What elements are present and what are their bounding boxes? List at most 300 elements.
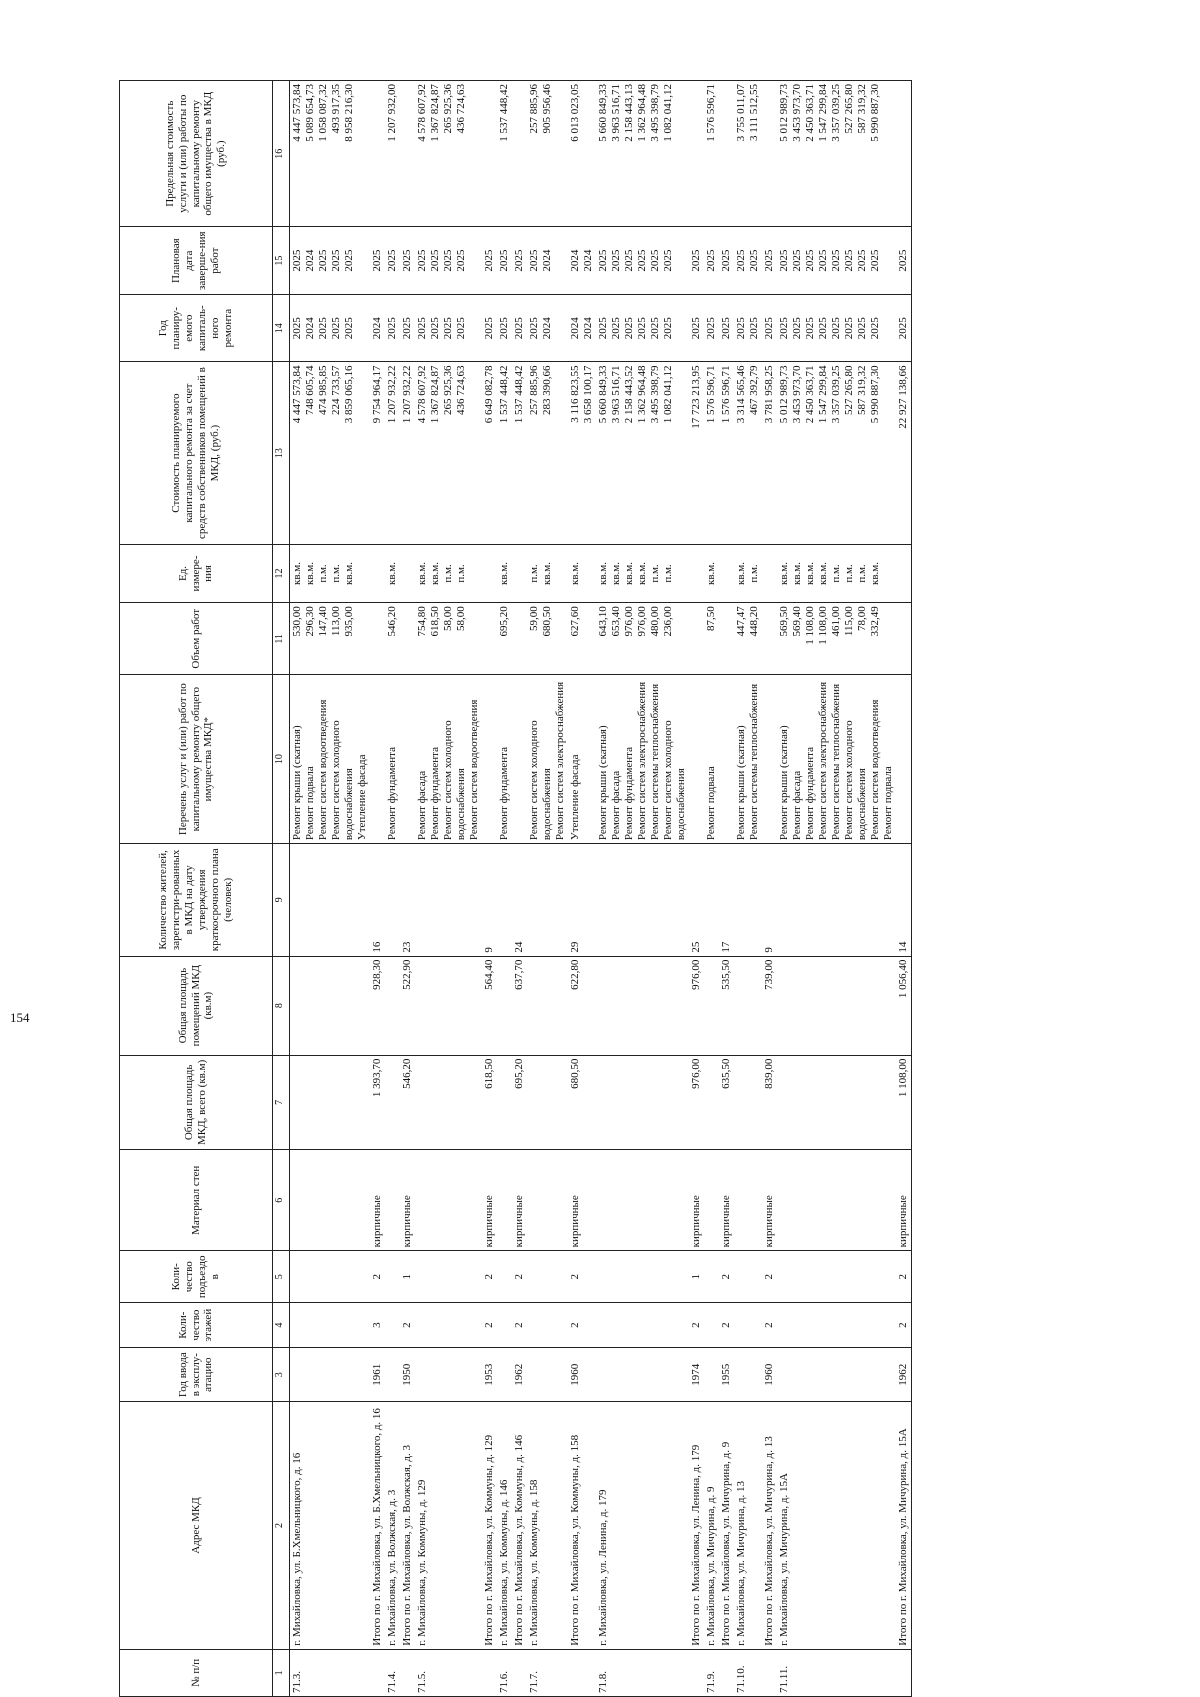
column-header: Плановая дата заверше-ния работ	[120, 227, 273, 295]
repair-year-item: 2025	[803, 317, 816, 340]
works-item: Ремонт подвала	[304, 766, 316, 841]
table-row	[777, 81, 896, 1697]
end-date-item: 2025	[816, 249, 829, 272]
works-item: Ремонт систем холодного водоснабжения	[842, 720, 868, 841]
unit-item: кв.м.	[497, 562, 510, 585]
repair-year-item: 2025	[441, 317, 454, 340]
repair-year-item: 2025	[661, 317, 674, 340]
cost-item: 3 453 973,70	[790, 365, 803, 424]
table-row	[596, 81, 689, 1697]
repair-year-item: 2025	[415, 317, 428, 340]
limit-cost-item: 3 495 398,79	[648, 84, 661, 142]
works	[704, 675, 719, 844]
works	[734, 675, 762, 844]
unit	[385, 544, 400, 603]
end-date	[777, 227, 896, 295]
limit-cost-item: 1 362 964,48	[635, 84, 648, 142]
wall-material	[777, 1150, 896, 1251]
cost	[482, 362, 497, 544]
unit-item: п.м.	[747, 564, 760, 583]
cost-item: 3 314 565,46	[734, 365, 747, 424]
cost-item: 5 990 887,30	[868, 365, 881, 424]
cost	[704, 362, 719, 544]
total-row	[482, 81, 497, 1697]
floors	[415, 1303, 482, 1348]
premises-area: 1 056,40	[896, 956, 912, 1055]
residents	[777, 844, 896, 957]
row-number: 71.6.	[497, 1649, 512, 1696]
volume-item: 627,60	[568, 606, 581, 637]
address: г. Михайловка, ул. Коммуны, д. 129	[415, 1402, 482, 1650]
repair-year-item: 2024	[370, 317, 383, 340]
commission-year	[290, 1348, 370, 1402]
residents: 29	[568, 844, 596, 957]
entrances	[596, 1251, 689, 1303]
column-header: Коли-чество подъездо в	[120, 1251, 273, 1303]
premises-area	[704, 956, 719, 1055]
total-row	[568, 81, 596, 1697]
cost-item: 1 207 932,22	[400, 365, 413, 424]
volume	[512, 603, 527, 675]
row-number	[762, 1649, 777, 1696]
limit-cost-item: 6 013 023,05	[568, 84, 581, 142]
unit-item: п.м.	[317, 564, 329, 583]
repair-year-item: 2025	[790, 317, 803, 340]
volume-item: 569,50	[777, 606, 790, 637]
unit	[415, 544, 482, 603]
commission-year	[527, 1348, 568, 1402]
end-date	[719, 227, 734, 295]
end-date-item: 2025	[609, 249, 622, 272]
total-area	[290, 1055, 370, 1150]
works-item: Ремонт фасада	[609, 770, 622, 841]
limit-cost-item: 3 963 516,71	[609, 84, 622, 142]
end-date-item: 2025	[527, 249, 540, 272]
end-date-item: 2024	[304, 249, 316, 272]
repair-year	[400, 294, 415, 362]
limit-cost-item: 5 990 887,30	[868, 84, 881, 142]
cost-item: 17 723 213,95	[689, 365, 702, 429]
unit	[719, 544, 734, 603]
repair-year-item: 2025	[868, 317, 881, 340]
repair-year	[689, 294, 704, 362]
end-date-item: 2025	[622, 249, 635, 272]
column-header: Материал стен	[120, 1150, 273, 1251]
column-number: 12	[273, 544, 290, 603]
volume	[596, 603, 689, 675]
residents	[497, 844, 512, 957]
column-header: № п/п	[120, 1649, 273, 1696]
floors	[497, 1303, 512, 1348]
unit	[497, 544, 512, 603]
end-date-item: 2024	[568, 249, 581, 272]
cost-item: 3 859 065,16	[343, 365, 355, 424]
premises-area: 535,50	[719, 956, 734, 1055]
cost	[734, 362, 762, 544]
limit-cost	[762, 81, 777, 227]
address: г. Михайловка, ул. Мичурина, д. 13	[734, 1402, 762, 1650]
works-item: Ремонт фасада	[790, 770, 803, 841]
end-date-item: 2025	[790, 249, 803, 272]
works-item: Ремонт фундамента	[385, 747, 398, 841]
end-date-item: 2025	[330, 249, 342, 272]
volume	[689, 603, 704, 675]
column-header: Адрес МКД	[120, 1402, 273, 1650]
volume	[385, 603, 400, 675]
volume	[734, 603, 762, 675]
cost-item: 587 319,32	[855, 365, 868, 415]
column-number: 10	[273, 675, 290, 844]
address: Итого по г. Михайловка, ул. Коммуны, д. 129	[482, 1402, 497, 1650]
volume	[719, 603, 734, 675]
limit-cost-item: 527 265,80	[842, 84, 855, 134]
header-row	[120, 81, 273, 1697]
commission-year: 1960	[568, 1348, 596, 1402]
end-date	[896, 227, 912, 295]
cost	[497, 362, 512, 544]
column-number: 2	[273, 1402, 290, 1650]
cost	[762, 362, 777, 544]
cost	[596, 362, 689, 544]
cost-item: 1 576 596,71	[719, 365, 732, 424]
end-date	[512, 227, 527, 295]
works-item: Ремонт системы теплоснабжения	[829, 683, 842, 841]
end-date-item: 2025	[370, 249, 383, 272]
volume	[568, 603, 596, 675]
volume-item: 976,00	[635, 606, 648, 637]
end-date-item: 2025	[829, 249, 842, 272]
works-item: Ремонт фундамента	[803, 747, 816, 841]
total-area	[596, 1055, 689, 1150]
total-area: 695,20	[512, 1055, 527, 1150]
repair-year-item: 2025	[734, 317, 747, 340]
row-number	[512, 1649, 527, 1696]
end-date-item: 2025	[291, 249, 303, 272]
residents	[527, 844, 568, 957]
rotated-table-sheet	[119, 30, 1149, 1697]
wall-material: кирпичные	[568, 1150, 596, 1251]
total-area	[704, 1055, 719, 1150]
end-date	[385, 227, 400, 295]
repair-year-item: 2025	[330, 317, 342, 340]
address: г. Михайловка, ул. Коммуны, д. 158	[527, 1402, 568, 1650]
cost-item: 3 357 039,25	[829, 365, 842, 424]
unit	[704, 544, 719, 603]
commission-year	[415, 1348, 482, 1402]
table-row	[415, 81, 482, 1697]
end-date-item: 2025	[689, 249, 702, 272]
end-date	[568, 227, 596, 295]
table-row	[290, 81, 370, 1697]
commission-year: 1955	[719, 1348, 734, 1402]
cost-item: 3 963 516,71	[609, 365, 622, 424]
table-row	[734, 81, 762, 1697]
unit	[512, 544, 527, 603]
volume	[777, 603, 896, 675]
unit	[568, 544, 596, 603]
entrances: 1	[400, 1251, 415, 1303]
repair-year-item: 2025	[497, 317, 510, 340]
works	[896, 675, 912, 844]
unit	[596, 544, 689, 603]
volume	[415, 603, 482, 675]
floors	[777, 1303, 896, 1348]
works	[497, 675, 512, 844]
cost	[689, 362, 704, 544]
wall-material	[385, 1150, 400, 1251]
volume-item: 59,00	[527, 606, 540, 631]
repair-year-item: 2025	[291, 317, 303, 340]
entrances: 2	[762, 1251, 777, 1303]
limit-cost-item: 1 058 087,32	[317, 84, 329, 142]
commission-year	[734, 1348, 762, 1402]
repair-year-item: 2025	[747, 317, 760, 340]
cost	[568, 362, 596, 544]
limit-cost	[290, 81, 370, 227]
limit-cost	[527, 81, 568, 227]
works-item: Ремонт крыши (скатная)	[596, 725, 609, 841]
repair-year	[385, 294, 400, 362]
floors: 2	[568, 1303, 596, 1348]
limit-cost-item: 265 925,36	[441, 84, 454, 134]
wall-material	[497, 1150, 512, 1251]
wall-material: кирпичные	[370, 1150, 385, 1251]
end-date-item: 2025	[648, 249, 661, 272]
cost-item: 1 537 448,42	[512, 365, 525, 424]
cost-item: 283 390,66	[540, 365, 553, 415]
works-item: Ремонт подвала	[881, 766, 894, 841]
end-date-item: 2025	[635, 249, 648, 272]
unit-item: кв.м.	[304, 562, 316, 585]
commission-year	[385, 1348, 400, 1402]
cost-item: 527 265,80	[842, 365, 855, 415]
premises-area: 622,80	[568, 956, 596, 1055]
cost	[512, 362, 527, 544]
end-date	[370, 227, 385, 295]
limit-cost-item: 3 453 973,70	[790, 84, 803, 142]
total-area	[385, 1055, 400, 1150]
wall-material: кирпичные	[689, 1150, 704, 1251]
commission-year	[596, 1348, 689, 1402]
repair-year-item: 2025	[428, 317, 441, 340]
entrances	[527, 1251, 568, 1303]
floors: 2	[762, 1303, 777, 1348]
repair-year-item: 2025	[512, 317, 525, 340]
address: Итого по г. Михайловка, ул. Мичурина, д. 15А	[896, 1402, 912, 1650]
works	[719, 675, 734, 844]
column-header: Количество жителей, зарегистри-рованных в МКД на дату утверждения краткосрочного плана (человек)	[120, 844, 273, 957]
residents: 9	[762, 844, 777, 957]
unit-item: п.м.	[441, 564, 454, 583]
residents: 17	[719, 844, 734, 957]
unit-item: п.м.	[661, 564, 674, 583]
limit-cost-item: 1 367 824,87	[428, 84, 441, 142]
entrances	[704, 1251, 719, 1303]
end-date-item: 2025	[719, 249, 732, 272]
volume-item: 935,00	[343, 606, 355, 637]
address: Итого по г. Михайловка, ул. Мичурина, д. 9	[719, 1402, 734, 1650]
volume-item: 976,00	[622, 606, 635, 637]
row-number: 71.8.	[596, 1649, 689, 1696]
volume	[482, 603, 497, 675]
cost	[400, 362, 415, 544]
limit-cost-item: 1 537 448,42	[497, 84, 510, 142]
unit-item: п.м.	[842, 564, 855, 583]
volume	[370, 603, 385, 675]
total-area: 839,00	[762, 1055, 777, 1150]
entrances	[497, 1251, 512, 1303]
floors	[527, 1303, 568, 1348]
residents	[415, 844, 482, 957]
works	[568, 675, 596, 844]
limit-cost-item: 587 319,32	[855, 84, 868, 134]
premises-area	[290, 956, 370, 1055]
limit-cost	[596, 81, 689, 227]
volume-item: 1 108,00	[803, 606, 816, 645]
repair-year-item: 2025	[762, 317, 775, 340]
commission-year: 1950	[400, 1348, 415, 1402]
end-date	[482, 227, 497, 295]
works-item: Ремонт крыши (скатная)	[777, 725, 790, 841]
address: Итого по г. Михайловка, ул. Ленина, д. 179	[689, 1402, 704, 1650]
limit-cost-item: 1 207 932,00	[385, 84, 398, 142]
volume-item: 546,20	[385, 606, 398, 637]
premises-area	[527, 956, 568, 1055]
wall-material	[734, 1150, 762, 1251]
wall-material	[290, 1150, 370, 1251]
repair-year	[370, 294, 385, 362]
end-date-item: 2025	[842, 249, 855, 272]
repair-year-item: 2025	[343, 317, 355, 340]
row-number	[482, 1649, 497, 1696]
limit-cost	[497, 81, 512, 227]
premises-area: 637,70	[512, 956, 527, 1055]
repair-year	[704, 294, 719, 362]
end-date-item: 2025	[777, 249, 790, 272]
volume-item: 332,49	[868, 606, 881, 637]
volume-item: 78,00	[855, 606, 868, 631]
repair-year	[777, 294, 896, 362]
limit-cost-item: 3 357 039,25	[829, 84, 842, 142]
floors: 2	[512, 1303, 527, 1348]
cost-item: 1 576 596,71	[704, 365, 717, 424]
residents	[385, 844, 400, 957]
cost	[527, 362, 568, 544]
cost-item: 3 781 958,25	[762, 365, 775, 424]
repair-year-item: 2024	[568, 317, 581, 340]
works-item: Ремонт систем водоотведения	[467, 699, 480, 841]
repair-year-item: 2025	[842, 317, 855, 340]
column-number: 5	[273, 1251, 290, 1303]
cost-item: 22 927 138,66	[896, 365, 909, 429]
works-item: Ремонт системы теплоснабжения	[648, 683, 661, 841]
entrances: 2	[482, 1251, 497, 1303]
repair-year	[415, 294, 482, 362]
limit-cost-item: 2 450 363,71	[803, 84, 816, 142]
address: г. Михайловка, ул. Мичурина, д. 15А	[777, 1402, 896, 1650]
works	[482, 675, 497, 844]
repair-year	[497, 294, 512, 362]
repair-year-item: 2025	[596, 317, 609, 340]
repair-year	[527, 294, 568, 362]
volume	[527, 603, 568, 675]
end-date-item: 2025	[512, 249, 525, 272]
row-number: 71.11.	[777, 1649, 896, 1696]
repair-year-item: 2025	[609, 317, 622, 340]
works	[415, 675, 482, 844]
column-header: Общая площадь помещений МКД (кв.м)	[120, 956, 273, 1055]
cost-item: 474 985,85	[317, 365, 329, 415]
limit-cost-item: 5 089 654,73	[304, 84, 316, 142]
unit	[762, 544, 777, 603]
wall-material: кирпичные	[762, 1150, 777, 1251]
cost-item: 224 733,57	[330, 365, 342, 415]
total-area: 1 393,70	[370, 1055, 385, 1150]
unit-item: кв.м.	[734, 562, 747, 585]
limit-cost	[704, 81, 719, 227]
cost-item: 1 207 932,22	[385, 365, 398, 424]
total-area: 1 108,00	[896, 1055, 912, 1150]
entrances	[385, 1251, 400, 1303]
floors	[385, 1303, 400, 1348]
unit-item: п.м.	[829, 564, 842, 583]
volume-item: 113,00	[330, 606, 342, 637]
cost	[385, 362, 400, 544]
unit	[370, 544, 385, 603]
unit-item: кв.м.	[790, 562, 803, 585]
works-item: Утепление фасада	[355, 754, 368, 841]
table-row	[527, 81, 568, 1697]
total-row	[689, 81, 704, 1697]
limit-cost	[896, 81, 912, 227]
premises-area	[415, 956, 482, 1055]
volume-item: 643,10	[596, 606, 609, 637]
cost-item: 3 116 823,55	[568, 365, 581, 423]
volume-item: 618,50	[428, 606, 441, 637]
column-header: Перечень услуг и (или) работ по капитальному ремонту общего имущества МКД*	[120, 675, 273, 844]
cost-item: 2 450 363,71	[803, 365, 816, 424]
limit-cost	[370, 81, 385, 227]
repair-year-item: 2025	[855, 317, 868, 340]
row-number: 71.5.	[415, 1649, 482, 1696]
column-header: Год ввода в эксплу-атацию	[120, 1348, 273, 1402]
entrances	[290, 1251, 370, 1303]
entrances: 2	[896, 1251, 912, 1303]
repair-year-item: 2025	[385, 317, 398, 340]
column-number: 6	[273, 1150, 290, 1251]
limit-cost	[777, 81, 896, 227]
unit-item: кв.м.	[803, 562, 816, 585]
address: г. Михайловка, ул. Ленина, д. 179	[596, 1402, 689, 1650]
volume	[896, 603, 912, 675]
repair-year	[896, 294, 912, 362]
limit-cost-item: 4 578 607,92	[415, 84, 428, 142]
column-number-row	[273, 81, 290, 1697]
total-row	[512, 81, 527, 1697]
premises-area: 739,00	[762, 956, 777, 1055]
address: г. Михайловка, ул. Б.Хмельницкого, д. 16	[290, 1402, 370, 1650]
works	[370, 675, 385, 844]
limit-cost-item: 4 447 573,84	[291, 84, 303, 142]
column-number: 15	[273, 227, 290, 295]
volume	[497, 603, 512, 675]
end-date-item: 2025	[896, 249, 909, 272]
commission-year: 1974	[689, 1348, 704, 1402]
unit-item: кв.м.	[777, 562, 790, 585]
repair-year-item: 2025	[527, 317, 540, 340]
cost-item: 4 447 573,84	[291, 365, 303, 424]
column-header: Год планиру-емого капиталь-ного ремонта	[120, 294, 273, 362]
